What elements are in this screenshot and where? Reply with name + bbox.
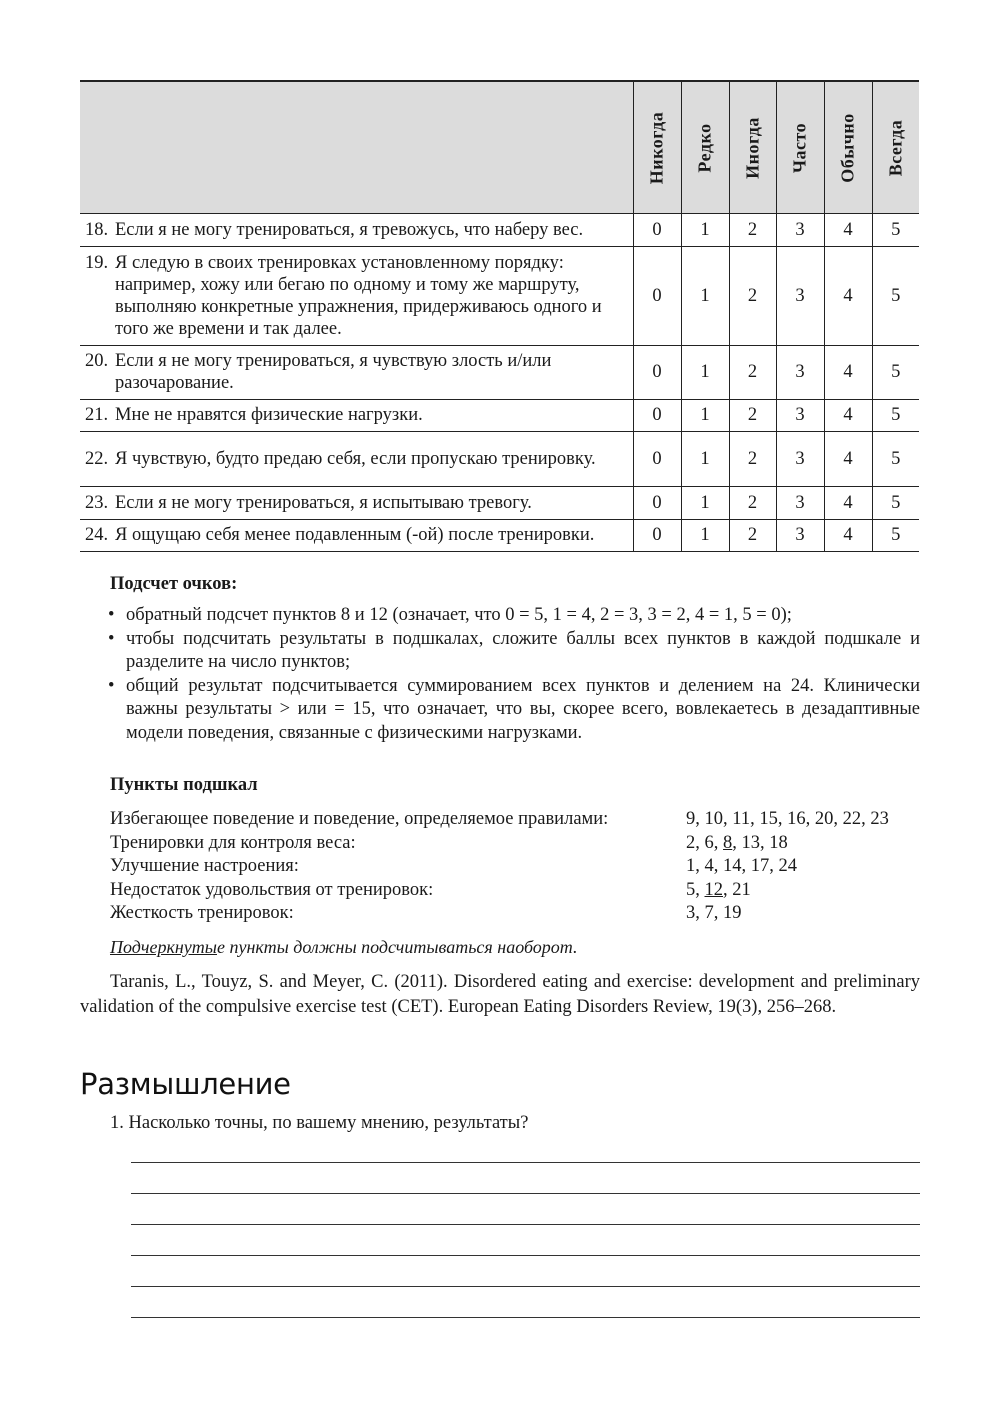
column-header-often: Часто <box>776 81 824 214</box>
score-cell[interactable]: 5 <box>872 400 919 432</box>
subscale-label: Жесткость тренировок: <box>110 903 294 923</box>
answer-line[interactable] <box>131 1224 920 1225</box>
score-cell[interactable]: 0 <box>633 400 681 432</box>
score-cell[interactable]: 4 <box>824 214 872 247</box>
score-cell[interactable]: 1 <box>681 400 729 432</box>
subscale-items: 5, 12, 21 <box>686 879 751 900</box>
score-cell[interactable]: 4 <box>824 247 872 346</box>
subscale-label: Улучшение настроения: <box>110 856 299 876</box>
answer-line[interactable] <box>131 1255 920 1256</box>
subscale-items: 2, 6, 8, 13, 18 <box>686 832 788 853</box>
subscale-items: 9, 10, 11, 15, 16, 20, 22, 23 <box>686 809 889 829</box>
table-row <box>80 520 919 552</box>
subscale-row <box>110 879 889 903</box>
table-row <box>80 432 919 487</box>
answer-line[interactable] <box>131 1162 920 1163</box>
column-header-never: Никогда <box>633 81 681 214</box>
header-blank-cell <box>80 81 633 214</box>
answer-line[interactable] <box>131 1193 920 1194</box>
score-cell[interactable]: 5 <box>872 487 919 520</box>
score-cell[interactable]: 0 <box>633 487 681 520</box>
score-cell[interactable]: 4 <box>824 432 872 487</box>
table-row <box>80 214 919 247</box>
score-cell[interactable]: 3 <box>776 520 824 552</box>
score-cell[interactable]: 5 <box>872 432 919 487</box>
score-cell[interactable]: 5 <box>872 247 919 346</box>
score-cell[interactable]: 2 <box>729 487 776 520</box>
score-cell[interactable]: 1 <box>681 487 729 520</box>
item-cell: 23. Если я не могу тренироваться, я испытываю тревогу. <box>80 487 633 520</box>
subscale-items: 3, 7, 19 <box>686 903 742 923</box>
score-cell[interactable]: 3 <box>776 400 824 432</box>
score-cell[interactable]: 0 <box>633 432 681 487</box>
item-cell: 19. Я следую в своих тренировках установленному порядку: например, хожу или бегаю по одному и тому же маршруту, выполняю конкретные упражнения, придерживаюсь одного и того же времени и так далее. <box>80 247 633 346</box>
score-cell[interactable]: 4 <box>824 346 872 400</box>
score-cell[interactable]: 4 <box>824 487 872 520</box>
score-cell[interactable]: 1 <box>681 432 729 487</box>
table-row <box>80 400 919 432</box>
score-cell[interactable]: 5 <box>872 346 919 400</box>
subscale-label: Тренировки для контроля веса: <box>110 832 356 853</box>
subscale-label: Недостаток удовольствия от тренировок: <box>110 879 434 900</box>
section-title: Размышление <box>80 1067 291 1101</box>
score-cell[interactable]: 0 <box>633 346 681 400</box>
reflection-question: 1. Насколько точны, по вашему мнению, результаты? <box>110 1113 529 1133</box>
score-cell[interactable]: 5 <box>872 214 919 247</box>
score-cell[interactable]: 1 <box>681 247 729 346</box>
score-cell[interactable]: 5 <box>872 520 919 552</box>
column-header-usually: Обычно <box>824 81 872 214</box>
score-cell[interactable]: 2 <box>729 520 776 552</box>
column-header-rarely: Редко <box>681 81 729 214</box>
subscale-row <box>110 855 889 879</box>
subscale-items: 1, 4, 14, 17, 24 <box>686 856 797 876</box>
score-cell[interactable]: 4 <box>824 400 872 432</box>
subscales-heading: Пункты подшкал <box>110 775 258 795</box>
score-cell[interactable]: 2 <box>729 247 776 346</box>
column-header-sometimes: Иногда <box>729 81 776 214</box>
answer-line[interactable] <box>131 1286 920 1287</box>
score-cell[interactable]: 0 <box>633 247 681 346</box>
score-cell[interactable]: 2 <box>729 346 776 400</box>
table-row <box>80 346 919 400</box>
scoring-bullet: • общий результат подсчитывается суммированием всех пунктов и делением на 24. Клинически важны результаты > или = 15, что означает, что вы, скорее всего, вовлекаетесь в дезадаптивные модели поведения, связанные с физическими нагрузками. <box>108 675 920 746</box>
table-header-row <box>80 81 919 214</box>
score-cell[interactable]: 0 <box>633 214 681 247</box>
table-row <box>80 247 919 346</box>
subscales-list <box>110 808 889 926</box>
score-cell[interactable]: 1 <box>681 214 729 247</box>
item-cell: 22. Я чувствую, будто предаю себя, если пропускаю тренировку. <box>80 432 633 487</box>
subscale-row <box>110 902 889 926</box>
scoring-bullet: • чтобы подсчитать результаты в подшкалах, сложите баллы всех пунктов в каждой подшкале и разделите на число пунктов; <box>108 628 920 675</box>
answer-line[interactable] <box>131 1317 920 1318</box>
score-cell[interactable]: 3 <box>776 432 824 487</box>
item-cell: 18. Если я не могу тренироваться, я тревожусь, что наберу вес. <box>80 214 633 247</box>
score-cell[interactable]: 3 <box>776 346 824 400</box>
scoring-heading: Подсчет очков: <box>110 574 238 594</box>
scoring-list <box>108 604 920 745</box>
score-cell[interactable]: 2 <box>729 214 776 247</box>
reverse-scoring-note: Подчеркнутые пункты должны подсчитываться наоборот. <box>110 937 578 957</box>
item-cell: 20. Если я не могу тренироваться, я чувствую злость и/или разочарование. <box>80 346 633 400</box>
citation: Taranis, L., Touyz, S. and Meyer, C. (2011). Disordered eating and exercise: development and preliminary validation of the compulsive exercise test (CET). European Eating Disorders Review, 19(3), 256–268. <box>80 972 920 1017</box>
score-cell[interactable]: 0 <box>633 520 681 552</box>
column-header-always: Всегда <box>872 81 919 214</box>
table-row <box>80 487 919 520</box>
score-cell[interactable]: 3 <box>776 487 824 520</box>
scoring-bullet: • обратный подсчет пунктов 8 и 12 (означает, что 0 = 5, 1 = 4, 2 = 3, 3 = 2, 4 = 1, 5 = 0); <box>108 604 920 628</box>
score-cell[interactable]: 1 <box>681 346 729 400</box>
item-cell: 21. Мне не нравятся физические нагрузки. <box>80 400 633 432</box>
score-cell[interactable]: 2 <box>729 432 776 487</box>
score-cell[interactable]: 4 <box>824 520 872 552</box>
score-cell[interactable]: 3 <box>776 214 824 247</box>
questionnaire-table <box>80 80 919 552</box>
score-cell[interactable]: 3 <box>776 247 824 346</box>
score-cell[interactable]: 1 <box>681 520 729 552</box>
subscale-row <box>110 832 889 856</box>
item-cell: 24. Я ощущаю себя менее подавленным (-ой) после тренировки. <box>80 520 633 552</box>
score-cell[interactable]: 2 <box>729 400 776 432</box>
subscale-label: Избегающее поведение и поведение, определяемое правилами: <box>110 809 609 829</box>
subscale-row <box>110 808 889 832</box>
